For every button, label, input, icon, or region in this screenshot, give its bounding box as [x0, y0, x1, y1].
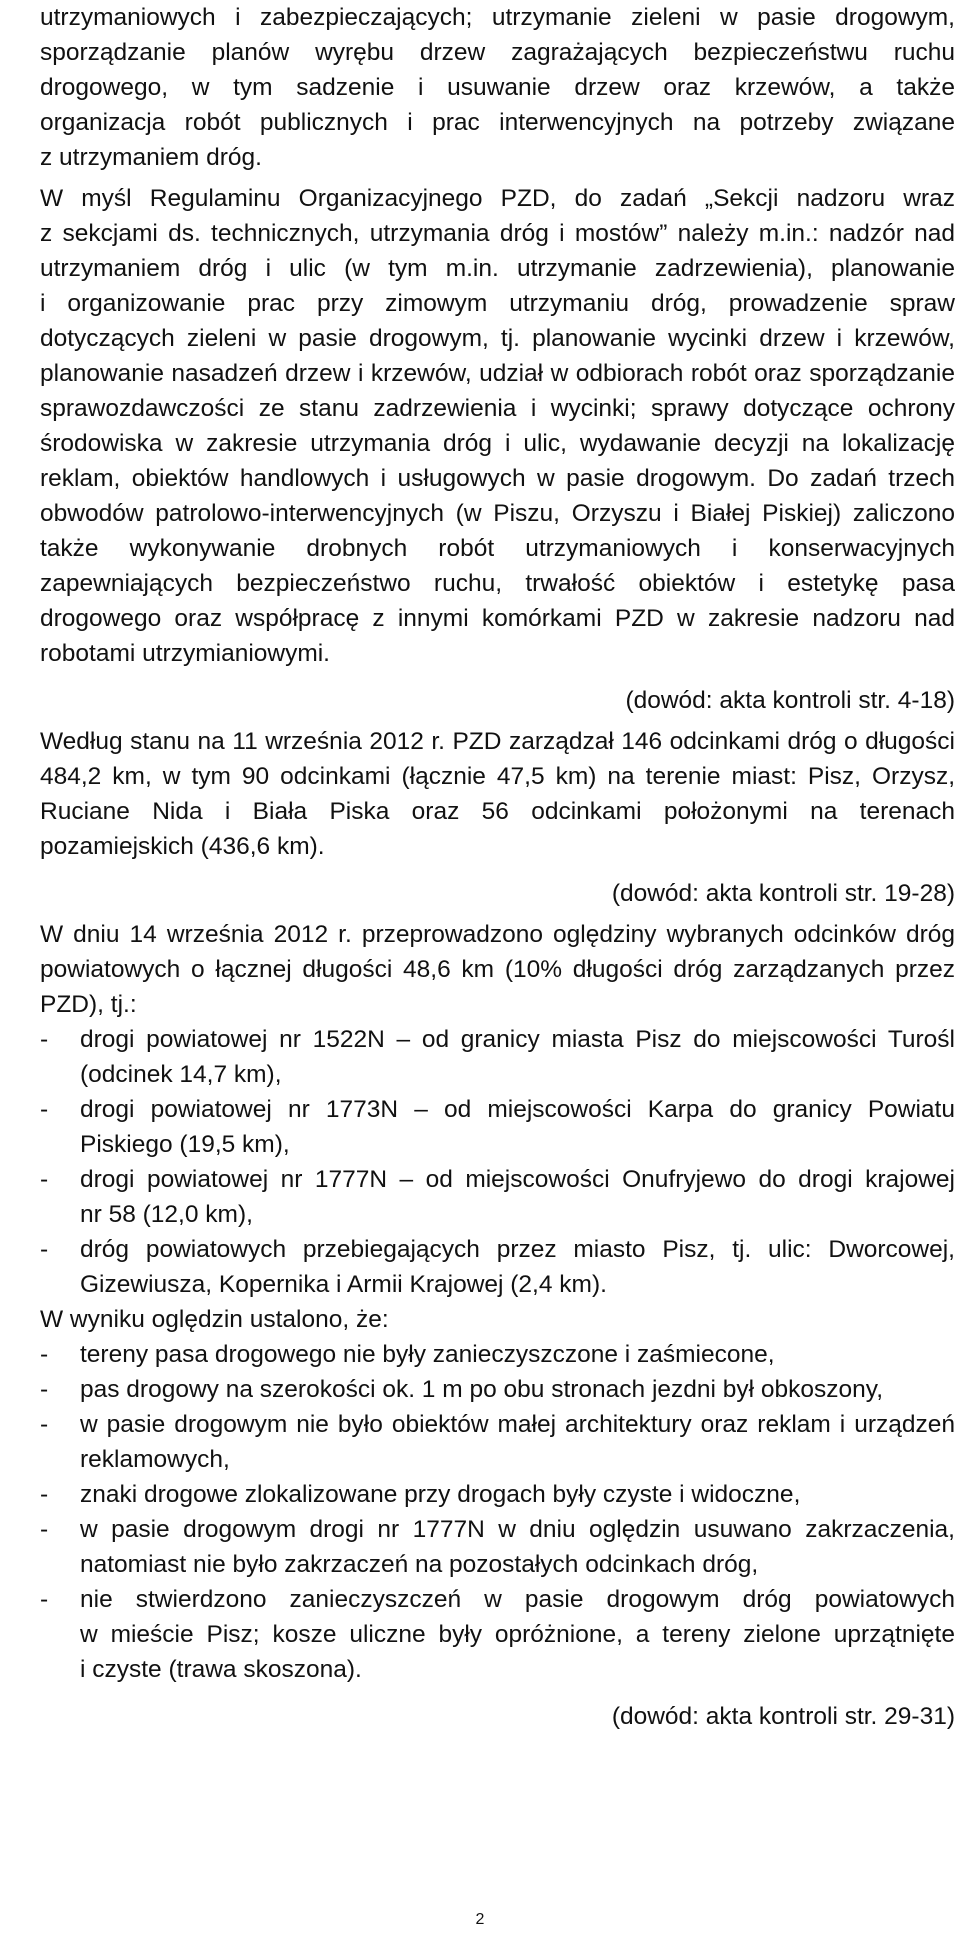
- list-item: [40, 1407, 955, 1442]
- list-item-text: w pasie drogowym drogi nr 1777N w dniu oględzin usuwano zakrzaczenia,: [80, 1516, 955, 1543]
- list-dash: -: [40, 1586, 49, 1613]
- text-line: z utrzymaniem dróg.: [40, 144, 262, 171]
- list-item-continuation: Piskiego (19,5 km),: [80, 1131, 290, 1158]
- text-line: PZD), tj.:: [40, 991, 137, 1018]
- text-line: W dniu 14 września 2012 r. przeprowadzono oględziny wybranych odcinków dróg: [40, 921, 955, 948]
- findings-intro: W wyniku oględzin ustalono, że:: [40, 1306, 389, 1333]
- paragraph-road-inventory: [40, 724, 955, 864]
- text-line: sprawozdawczości ze stanu zadrzewienia i wycinki; sprawy dotyczące ochrony: [40, 395, 955, 422]
- list-item: [40, 1232, 955, 1267]
- text-line: z sekcjami ds. technicznych, utrzymania dróg i mostów” należy m.in.: nadzór nad: [40, 220, 955, 247]
- text-line: dotyczących zieleni w pasie drogowym, tj. planowanie wycinki drzew i krzewów,: [40, 325, 955, 352]
- list-item-continuation: natomiast nie było zakrzaczeń na pozostałych odcinkach dróg,: [80, 1551, 759, 1578]
- list-item-text: nie stwierdzono zanieczyszczeń w pasie drogowym dróg powiatowych: [80, 1586, 955, 1613]
- list-item: [40, 1337, 955, 1372]
- text-line: Według stanu na 11 września 2012 r. PZD zarządzał 146 odcinkami dróg o długości: [40, 728, 955, 755]
- list-item: [40, 1092, 955, 1127]
- list-dash: -: [40, 1166, 49, 1193]
- list-item-text: drogi powiatowej nr 1777N – od miejscowości Onufryjewo do drogi krajowej: [80, 1166, 955, 1193]
- list-dash: -: [40, 1236, 49, 1263]
- evidence-reference: (dowód: akta kontroli str. 29-31): [611, 1703, 955, 1730]
- text-line: planowanie nasadzeń drzew i krzewów, udział w odbiorach robót oraz sporządzanie: [40, 360, 955, 387]
- text-line: reklam, obiektów handlowych i usługowych w pasie drogowym. Do zadań trzech: [40, 465, 955, 492]
- document-page: [40, 0, 955, 1734]
- text-line: obwodów patrolowo-interwencyjnych (w Piszu, Orzyszu i Białej Piskiej) zaliczono: [40, 500, 955, 527]
- list-item: [40, 1372, 955, 1407]
- text-line: powiatowych o łącznej długości 48,6 km (10% długości dróg zarządzanych przez: [40, 956, 955, 983]
- evidence-reference: (dowód: akta kontroli str. 19-28): [611, 880, 955, 907]
- list-item-continuation: w mieście Pisz; kosze uliczne były opróżnione, a tereny zielone uprzątnięte: [80, 1621, 955, 1648]
- list-item-text: znaki drogowe zlokalizowane przy drogach były czyste i widoczne,: [80, 1481, 801, 1508]
- list-item-continuation: Gizewiusza, Kopernika i Armii Krajowej (2,4 km).: [80, 1271, 607, 1298]
- list-item-text: drogi powiatowej nr 1773N – od miejscowości Karpa do granicy Powiatu: [80, 1096, 955, 1123]
- list-dash: -: [40, 1026, 49, 1053]
- text-line: drogowego, w tym sadzenie i usuwanie drzew oraz krzewów, a także: [40, 74, 955, 101]
- text-line: organizacja robót publicznych i prac interwencyjnych na potrzeby związane: [40, 109, 955, 136]
- list-item: [40, 1477, 955, 1512]
- text-line: 484,2 km, w tym 90 odcinkami (łącznie 47,5 km) na terenie miast: Pisz, Orzysz,: [40, 763, 955, 790]
- list-item-text: w pasie drogowym nie było obiektów małej architektury oraz reklam i urządzeń: [80, 1411, 955, 1438]
- text-line: zapewniających bezpieczeństwo ruchu, trwałość obiektów i estetykę pasa: [40, 570, 955, 597]
- list-item-text: pas drogowy na szerokości ok. 1 m po obu stronach jezdni był obkoszony,: [80, 1376, 884, 1403]
- page-number: 2: [475, 1911, 485, 1928]
- text-line: utrzymaniem dróg i ulic (w tym m.in. utrzymanie zadrzewienia), planowanie: [40, 255, 955, 282]
- text-line: drogowego oraz współpracę z innymi komórkami PZD w zakresie nadzoru nad: [40, 605, 955, 632]
- list-dash: -: [40, 1096, 49, 1123]
- list-dash: -: [40, 1481, 49, 1508]
- text-line: W myśl Regulaminu Organizacyjnego PZD, do zadań „Sekcji nadzoru wraz: [40, 185, 955, 212]
- text-line: i organizowanie prac przy zimowym utrzymaniu dróg, prowadzenie spraw: [40, 290, 955, 317]
- text-line: także wykonywanie drobnych robót utrzymaniowych i konserwacyjnych: [40, 535, 955, 562]
- list-item-text: dróg powiatowych przebiegających przez miasto Pisz, tj. ulic: Dworcowej,: [80, 1236, 955, 1263]
- findings-list: [40, 1337, 955, 1687]
- text-line: środowiska w zakresie utrzymania dróg i ulic, wydawanie decyzji na lokalizację: [40, 430, 955, 457]
- list-item: [40, 1022, 955, 1057]
- paragraph-regulations: [40, 181, 955, 671]
- text-line: Ruciane Nida i Biała Piska oraz 56 odcinkami położonymi na terenach: [40, 798, 955, 825]
- list-item: [40, 1162, 955, 1197]
- list-item: [40, 1582, 955, 1617]
- text-line: sporządzanie planów wyrębu drzew zagrażających bezpieczeństwu ruchu: [40, 39, 955, 66]
- inspected-roads-list: [40, 1022, 955, 1302]
- text-line: pozamiejskich (436,6 km).: [40, 833, 325, 860]
- list-item-text: tereny pasa drogowego nie były zanieczyszczone i zaśmiecone,: [80, 1341, 775, 1368]
- paragraph-inspection: [40, 917, 955, 1022]
- text-line: utrzymaniowych i zabezpieczających; utrzymanie zieleni w pasie drogowym,: [40, 4, 955, 31]
- paragraph-tasks: [40, 0, 955, 175]
- list-item-text: drogi powiatowej nr 1522N – od granicy miasta Pisz do miejscowości Turośl: [80, 1026, 955, 1053]
- list-dash: -: [40, 1376, 49, 1403]
- list-item-continuation: i czyste (trawa skoszona).: [80, 1656, 362, 1683]
- text-line: robotami utrzymianiowymi.: [40, 640, 330, 667]
- list-item-continuation: (odcinek 14,7 km),: [80, 1061, 282, 1088]
- list-item-continuation: nr 58 (12,0 km),: [80, 1201, 253, 1228]
- list-item: [40, 1512, 955, 1547]
- evidence-reference: (dowód: akta kontroli str. 4-18): [625, 687, 955, 714]
- list-dash: -: [40, 1411, 49, 1438]
- list-dash: -: [40, 1516, 49, 1543]
- list-dash: -: [40, 1341, 49, 1368]
- list-item-continuation: reklamowych,: [80, 1446, 230, 1473]
